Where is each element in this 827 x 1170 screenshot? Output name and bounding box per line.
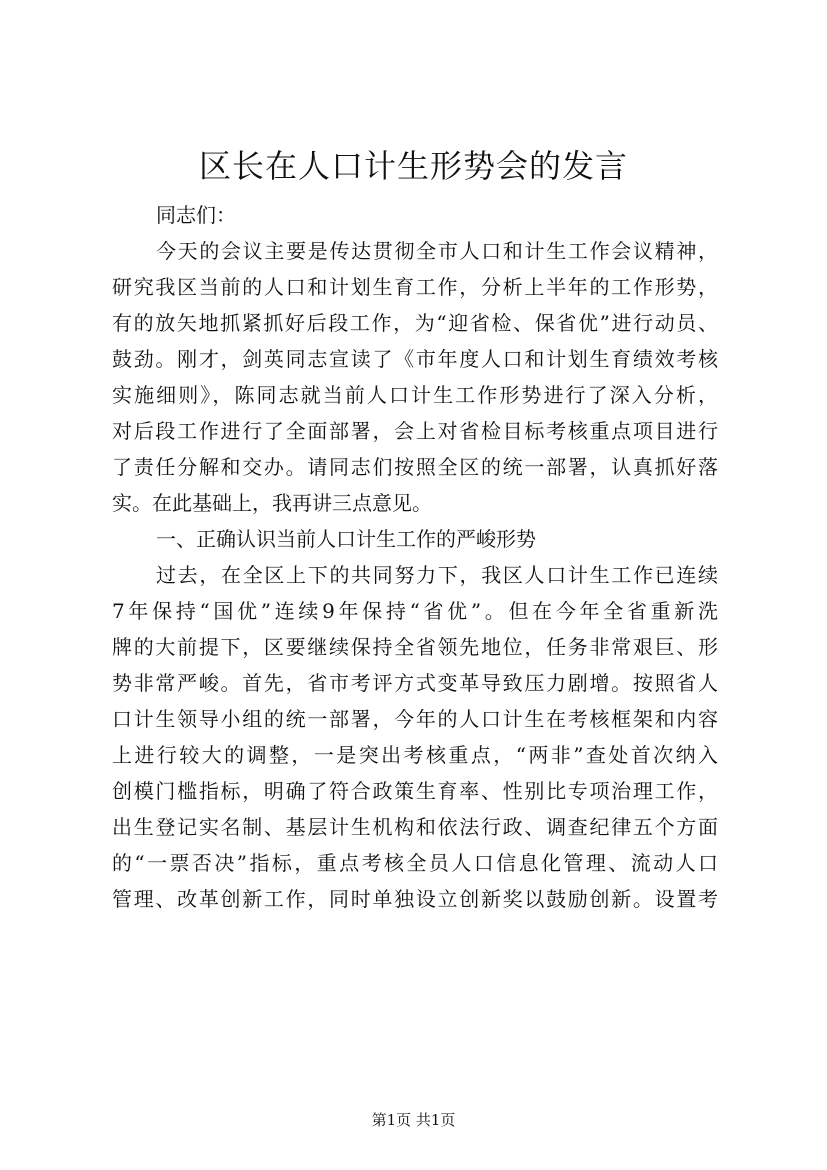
paragraph-line: 势非常严峻。首先，省市考评方式变革导致压力剧增。按照省人: [112, 671, 718, 695]
paragraph-line: 管理、改革创新工作，同时单独设立创新奖以鼓励创新。设置考: [112, 887, 718, 911]
paragraph-line: 鼓劲。刚才，剑英同志宣读了《市年度人口和计划生育绩效考核: [112, 347, 718, 371]
paragraph-line: 7年保持“国优”连续9年保持“省优”。但在今年全省重新洗: [112, 599, 718, 623]
paragraph-line: 创模门槛指标，明确了符合政策生育率、性别比专项治理工作，: [112, 779, 718, 803]
paragraph-line: 研究我区当前的人口和计划生育工作，分析上半年的工作形势，: [112, 275, 718, 299]
document-title: 区长在人口计生形势会的发言: [198, 147, 628, 185]
paragraph-line: 口计生领导小组的统一部署，今年的人口计生在考核框架和内容: [112, 707, 718, 731]
paragraph-line: 有的放矢地抓紧抓好后段工作，为“迎省检、保省优”进行动员、: [112, 311, 718, 335]
page-footer: 第1页 共1页: [371, 1111, 456, 1129]
salutation-line: 同志们：: [156, 203, 236, 227]
paragraph-line: 了责任分解和交办。请同志们按照全区的统一部署，认真抓好落: [112, 455, 718, 479]
paragraph-line: 今天的会议主要是传达贯彻全市人口和计生工作会议精神，: [156, 239, 718, 263]
paragraph-line: 上进行较大的调整，一是突出考核重点，“两非”查处首次纳入: [112, 743, 718, 767]
paragraph-line: 实施细则》，陈同志就当前人口计生工作形势进行了深入分析，: [112, 383, 718, 407]
paragraph-line: 过去，在全区上下的共同努力下，我区人口计生工作已连续: [156, 563, 718, 587]
paragraph-line: 牌的大前提下，区要继续保持全省领先地位，任务非常艰巨、形: [112, 635, 718, 659]
paragraph-line: 的“一票否决”指标，重点考核全员人口信息化管理、流动人口: [112, 851, 718, 875]
paragraph-line: 出生登记实名制、基层计生机构和依法行政、调查纪律五个方面: [112, 815, 718, 839]
document-body: [112, 197, 718, 917]
section-heading: 一、正确认识当前人口计生工作的严峻形势: [156, 527, 536, 551]
paragraph-line: 实。在此基础上，我再讲三点意见。: [112, 491, 432, 515]
paragraph-line: 对后段工作进行了全面部署，会上对省检目标考核重点项目进行: [112, 419, 718, 443]
